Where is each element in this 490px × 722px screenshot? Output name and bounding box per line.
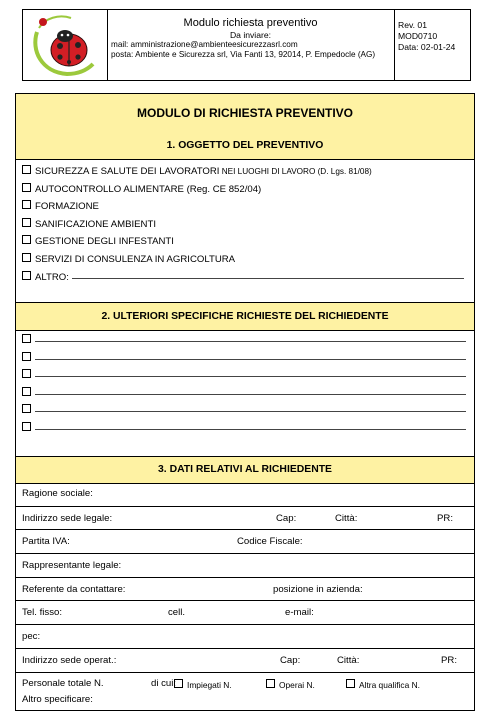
document-header xyxy=(22,9,471,81)
request-form xyxy=(15,93,475,711)
option-infestanti[interactable]: GESTIONE DEGLI INFESTANTI xyxy=(22,233,464,251)
checkbox[interactable] xyxy=(22,165,31,174)
cap-op-label: Cap: xyxy=(280,655,301,666)
referente-label: Referente da contattare: xyxy=(22,584,126,595)
pec-label: pec: xyxy=(22,631,41,642)
checkbox[interactable] xyxy=(174,679,183,688)
section3-heading: 3. DATI RELATIVI AL RICHIEDENTE xyxy=(16,456,474,484)
checkbox[interactable] xyxy=(22,253,31,262)
header-mail: mail: amministrazione@ambienteesicurezzasrl.com xyxy=(111,40,298,49)
form-title: MODULO DI RICHIESTA PREVENTIVO xyxy=(16,94,474,134)
revision-label: Rev. 01 xyxy=(398,20,427,30)
section2-heading: 2. ULTERIORI SPECIFICHE RICHIESTE DEL RICHIEDENTE xyxy=(16,302,474,331)
checkbox[interactable] xyxy=(22,271,31,280)
row-partita-iva[interactable] xyxy=(16,529,474,554)
pr-label: PR: xyxy=(437,513,453,524)
pr-op-label: PR: xyxy=(441,655,457,666)
section1-heading: 1. OGGETTO DEL PREVENTIVO xyxy=(16,133,474,160)
checkbox[interactable] xyxy=(22,235,31,244)
row-referente[interactable] xyxy=(16,577,474,601)
row-indirizzo-operativa[interactable] xyxy=(16,648,474,673)
logo-cell xyxy=(23,10,108,80)
cf-label: Codice Fiscale: xyxy=(237,536,303,547)
row-ragione-sociale[interactable] xyxy=(16,482,474,506)
row-indirizzo-legale[interactable] xyxy=(16,506,474,530)
header-info xyxy=(107,10,395,80)
option-formazione[interactable]: FORMAZIONE xyxy=(22,198,464,216)
checkbox[interactable] xyxy=(22,218,31,227)
ladybug-logo-icon xyxy=(23,10,107,80)
document-code: MOD0710 xyxy=(398,31,438,41)
document-date: Data: 02-01-24 xyxy=(398,42,456,52)
checkbox[interactable] xyxy=(22,183,31,192)
citta-op-label: Città: xyxy=(337,655,360,666)
header-send-to: Da inviare: xyxy=(229,30,272,40)
header-post: posta: Ambiente e Sicurezza srl, Via Fanti 13, 92014, P. Empedocle (AG) xyxy=(111,50,376,59)
section1-options xyxy=(22,163,464,286)
option-autocontrollo[interactable]: AUTOCONTROLLO ALIMENTARE (Reg. CE 852/04) xyxy=(22,181,464,199)
spec-line[interactable] xyxy=(22,332,466,350)
spec-line[interactable] xyxy=(22,402,466,420)
cap-label: Cap: xyxy=(276,513,297,524)
indirizzo-op-label: Indirizzo sede operat.: xyxy=(22,655,117,666)
impiegati-option[interactable]: Impiegati N. xyxy=(174,679,232,690)
option-sicurezza[interactable]: SICUREZZA E SALUTE DEI LAVORATORI NEI LUOGHI DI LAVORO (D. Lgs. 81/08) xyxy=(22,163,464,181)
checkbox[interactable] xyxy=(22,334,31,343)
piva-label: Partita IVA: xyxy=(22,536,70,547)
altro-line[interactable] xyxy=(72,278,464,279)
tel-label: Tel. fisso: xyxy=(22,607,62,618)
header-title: Modulo richiesta preventivo xyxy=(183,17,318,29)
spec-line[interactable] xyxy=(22,350,466,368)
spec-line[interactable] xyxy=(22,385,466,403)
checkbox[interactable] xyxy=(22,352,31,361)
checkbox[interactable] xyxy=(22,404,31,413)
checkbox[interactable] xyxy=(22,200,31,209)
option-altro[interactable]: ALTRO: xyxy=(22,269,464,287)
header-revision xyxy=(394,10,474,90)
spec-line[interactable] xyxy=(22,420,466,438)
row-contatti[interactable] xyxy=(16,600,474,625)
altra-qualifica-option[interactable]: Altra qualifica N. xyxy=(346,679,420,690)
checkbox[interactable] xyxy=(346,679,355,688)
section2-lines xyxy=(22,332,466,438)
ragione-label: Ragione sociale: xyxy=(22,488,93,499)
posizione-label: posizione in azienda: xyxy=(273,584,363,595)
rappresentante-label: Rappresentante legale: xyxy=(22,560,122,571)
checkbox[interactable] xyxy=(22,387,31,396)
indirizzo-label: Indirizzo sede legale: xyxy=(22,513,113,524)
cell-label: cell. xyxy=(168,607,186,618)
checkbox[interactable] xyxy=(22,369,31,378)
spec-line[interactable] xyxy=(22,367,466,385)
option-sanificazione[interactable]: SANIFICAZIONE AMBIENTI xyxy=(22,216,464,234)
checkbox[interactable] xyxy=(22,422,31,431)
row-rappresentante[interactable] xyxy=(16,553,474,578)
row-personale[interactable] xyxy=(16,672,474,711)
dicui-label: di cui: xyxy=(151,678,177,689)
checkbox[interactable] xyxy=(266,679,275,688)
row-pec[interactable] xyxy=(16,624,474,649)
personale-label: Personale totale N. xyxy=(22,678,104,689)
email-label: e-mail: xyxy=(285,607,314,618)
option-agricoltura[interactable]: SERVIZI DI CONSULENZA IN AGRICOLTURA xyxy=(22,251,464,269)
altro-specificare-label: Altro specificare: xyxy=(22,694,93,705)
citta-label: Città: xyxy=(335,513,358,524)
operai-option[interactable]: Operai N. xyxy=(266,679,315,690)
